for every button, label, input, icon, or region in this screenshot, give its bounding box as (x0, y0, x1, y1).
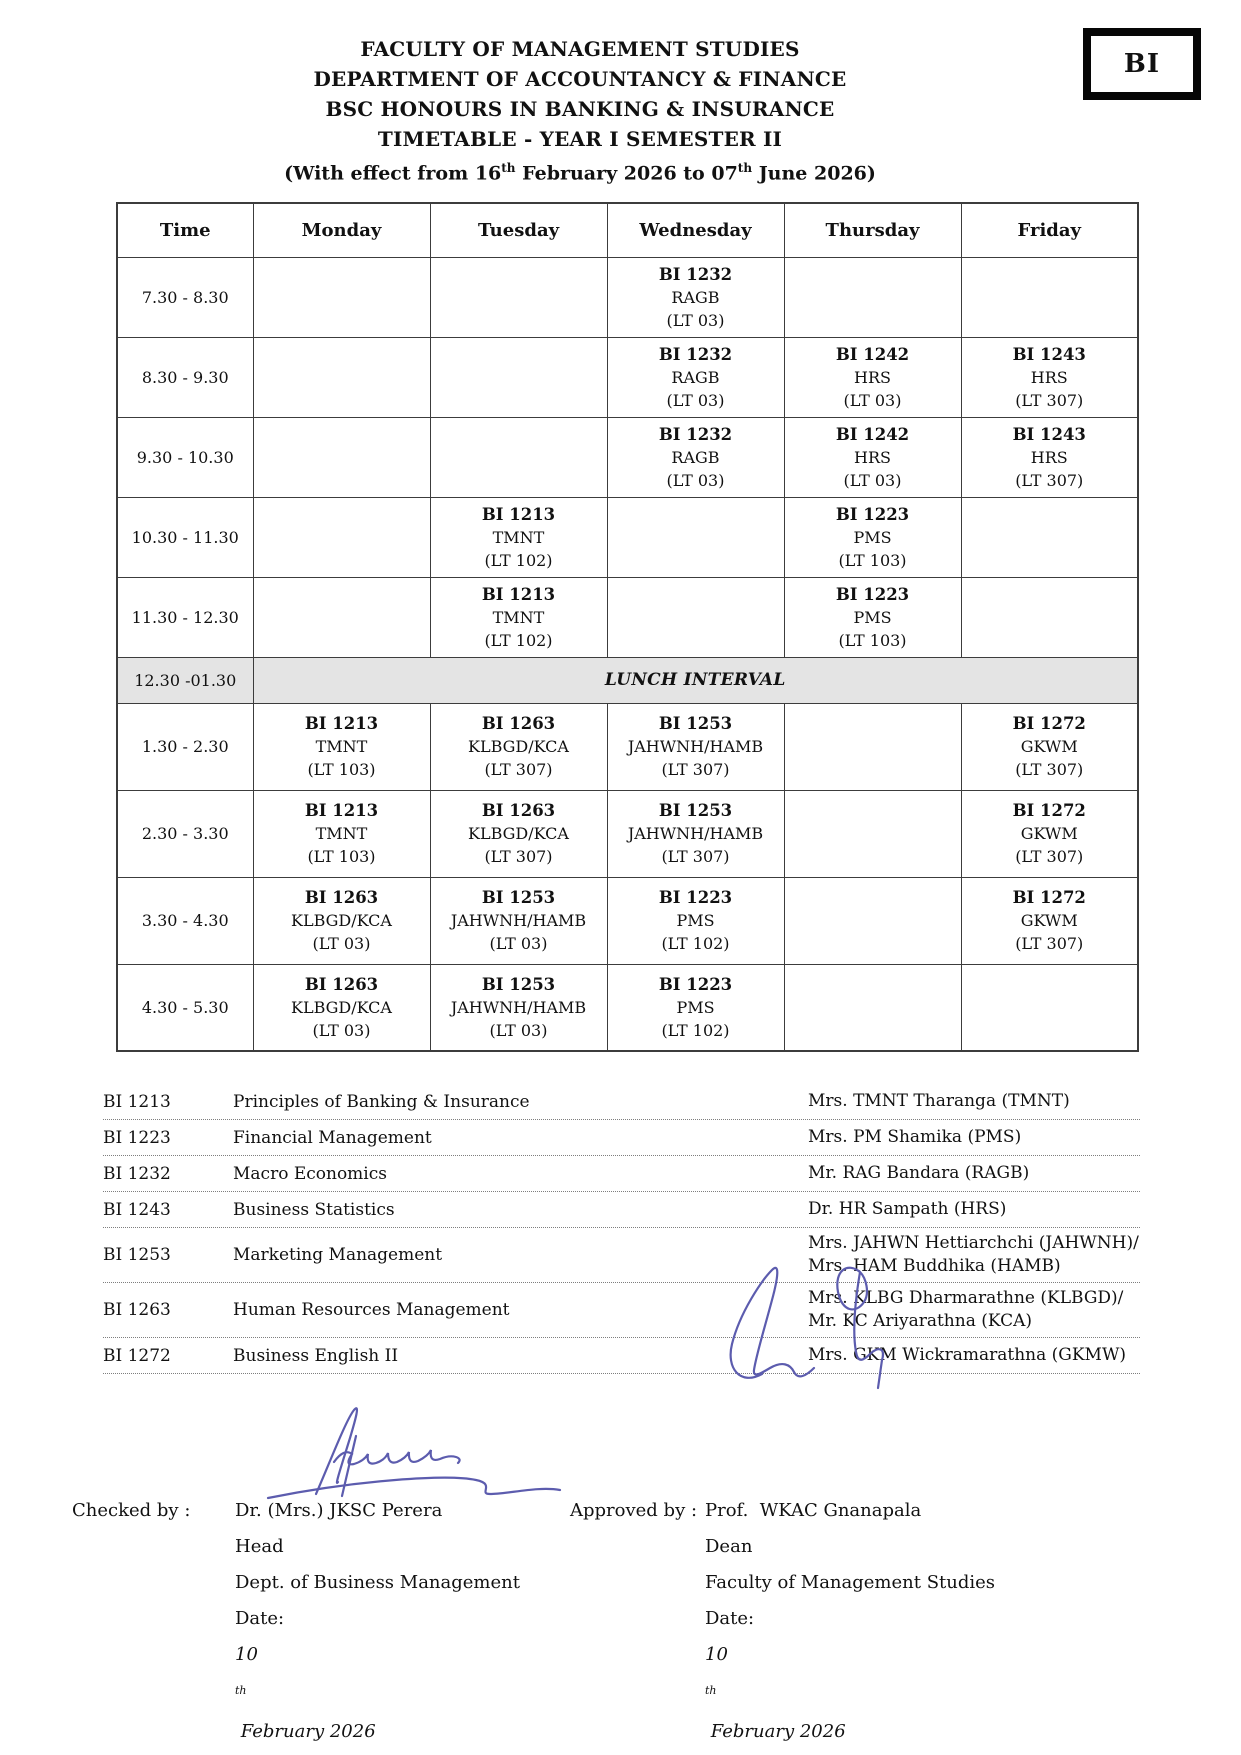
time-slot-label: 12.30 -01.30 (117, 657, 253, 703)
time-slot-label: 11.30 - 12.30 (117, 577, 253, 657)
room-label: (LT 103) (838, 550, 907, 570)
course-code: BI 1272 (1012, 888, 1086, 907)
approved-by-role: Dean (705, 1536, 753, 1557)
legend-table (103, 1084, 1140, 1374)
legend-lecturer-line: Mr. KC Ariyarathna (KCA) (808, 1311, 1033, 1331)
legend-lecturer-line: Dr. HR Sampath (HRS) (808, 1199, 1007, 1219)
course-code: BI 1253 (658, 801, 733, 820)
empty-session-cell (253, 497, 430, 577)
empty-session-cell (784, 703, 961, 790)
empty-session-cell (961, 257, 1138, 337)
lecturer-code: KLBGD/KCA (291, 997, 392, 1017)
empty-session-cell (430, 417, 607, 497)
lecturer-code: HRS (854, 367, 891, 387)
empty-session-cell (253, 577, 430, 657)
lecturer-code: GKWM (1020, 824, 1078, 843)
lecturer-code: GKWM (1020, 911, 1078, 930)
course-code: BI 1253 (481, 974, 556, 994)
course-code: BI 1243 (1012, 344, 1086, 364)
timetable-row (117, 257, 1138, 337)
lunch-interval-cell: LUNCH INTERVAL (253, 657, 1138, 703)
class-session-cell (430, 577, 607, 657)
lecturer-code: JAHWNH/HAMB (627, 824, 764, 843)
legend-lecturer-line: Mrs. HAM Buddhika (HAMB) (808, 1256, 1061, 1276)
legend-row (103, 1228, 1140, 1283)
empty-session-cell (253, 337, 430, 417)
legend-course-name: Principles of Banking & Insurance (233, 1091, 530, 1112)
empty-session-cell (430, 257, 607, 337)
timetable (116, 202, 1139, 1052)
lecturer-code: KLBGD/KCA (468, 824, 569, 843)
legend-course-code: BI 1263 (103, 1300, 171, 1320)
room-label: (LT 03) (666, 470, 725, 490)
legend-course-code: BI 1232 (103, 1163, 171, 1184)
legend-lecturer (808, 1090, 1140, 1113)
class-session-cell (253, 703, 430, 790)
room-label: (LT 307) (1015, 470, 1084, 490)
legend-lecturer-line: Mr. RAG Bandara (RAGB) (808, 1163, 1030, 1183)
legend-course-name: Marketing Management (233, 1245, 443, 1265)
course-code: BI 1232 (658, 264, 733, 284)
lecturer-code: TMNT (315, 737, 368, 756)
room-label: (LT 03) (489, 1020, 548, 1040)
timetable-row (117, 703, 1138, 790)
timetable-row (117, 790, 1138, 877)
class-session-cell (961, 790, 1138, 877)
programme-code-badge (1083, 28, 1201, 100)
approved-signature-image (710, 1256, 930, 1406)
timetable-row (117, 964, 1138, 1051)
lecturer-code: PMS (853, 607, 892, 627)
approved-by-org: Faculty of Management Studies (705, 1572, 996, 1593)
class-session-cell (607, 417, 784, 497)
lecturer-code: GKWM (1020, 737, 1078, 756)
legend-row (103, 1084, 1140, 1120)
course-code: BI 1223 (835, 504, 910, 524)
lecturer-code: RAGB (671, 447, 720, 467)
legend-course-name: Business English II (233, 1345, 399, 1366)
room-label: (LT 03) (666, 390, 725, 410)
course-code: BI 1223 (658, 974, 733, 994)
course-code: BI 1242 (835, 424, 910, 444)
course-code: BI 1213 (481, 584, 556, 604)
legend-lecturer-line: Mrs. KLBG Dharmarathne (KLBGD)/ (808, 1288, 1124, 1308)
course-code: BI 1232 (658, 344, 733, 364)
course-code: BI 1232 (658, 424, 733, 444)
class-session-cell (430, 703, 607, 790)
class-session-cell (784, 417, 961, 497)
room-label: (LT 03) (843, 470, 902, 490)
course-code: BI 1272 (1012, 714, 1086, 733)
room-label: (LT 307) (1015, 760, 1084, 779)
class-session-cell (253, 964, 430, 1051)
room-label: (LT 103) (307, 760, 376, 779)
class-session-cell (430, 497, 607, 577)
lecturer-code: PMS (676, 911, 715, 930)
class-session-cell (607, 964, 784, 1051)
class-session-cell (607, 703, 784, 790)
lecturer-code: TMNT (492, 527, 545, 547)
lecturer-code: HRS (854, 447, 891, 467)
approved-by-date: Date: 10 $^{th}$ February 2026 (705, 1608, 846, 1742)
room-label: (LT 307) (1015, 390, 1084, 410)
room-label: (LT 03) (312, 1020, 371, 1040)
room-label: (LT 102) (484, 550, 553, 570)
checked-signature-image (238, 1402, 568, 1502)
legend-row (103, 1120, 1140, 1156)
programme-code-label: BI (1123, 49, 1161, 79)
column-header-thursday: Thursday (784, 203, 961, 257)
timetable-header-row (117, 203, 1138, 257)
empty-session-cell (607, 497, 784, 577)
timetable-body (117, 257, 1138, 1051)
legend-course-code: BI 1243 (103, 1199, 171, 1220)
course-code: BI 1263 (481, 801, 556, 820)
legend-course-code: BI 1223 (103, 1127, 171, 1148)
approved-by-label: Approved by : (570, 1500, 698, 1521)
room-label: (LT 102) (484, 630, 553, 650)
course-code: BI 1223 (835, 584, 910, 604)
legend-row (103, 1156, 1140, 1192)
lecturer-code: HRS (1030, 367, 1068, 387)
empty-session-cell (784, 257, 961, 337)
timetable-row (117, 497, 1138, 577)
lecturer-code: PMS (853, 527, 892, 547)
lecturer-code: TMNT (492, 607, 545, 627)
class-session-cell (961, 703, 1138, 790)
timetable-row (117, 577, 1138, 657)
lecturer-code: RAGB (671, 287, 720, 307)
room-label: (LT 102) (661, 1020, 730, 1040)
department-title: DEPARTMENT OF ACCOUNTANCY & FINANCE (313, 67, 847, 91)
class-session-cell (784, 497, 961, 577)
approved-by-name: Prof. WKAC Gnanapala (705, 1500, 922, 1521)
legend-lecturer (808, 1198, 1140, 1221)
legend-row (103, 1283, 1140, 1338)
lecturer-code: KLBGD/KCA (291, 911, 392, 930)
lecturer-code: JAHWNH/HAMB (450, 911, 587, 930)
legend-lecturer (808, 1162, 1140, 1185)
class-session-cell (784, 577, 961, 657)
empty-session-cell (961, 964, 1138, 1051)
empty-session-cell (253, 257, 430, 337)
checked-by-date: Date: 10 $^{th}$ February 2026 (235, 1608, 376, 1742)
class-session-cell (430, 877, 607, 964)
legend-course-name: Business Statistics (233, 1199, 395, 1220)
checked-by-block (72, 1493, 520, 1750)
course-code: BI 1213 (304, 801, 379, 820)
lecturer-code: TMNT (315, 824, 368, 843)
legend-course-name: Human Resources Management (233, 1300, 510, 1320)
empty-session-cell (961, 577, 1138, 657)
class-session-cell (784, 337, 961, 417)
approved-by-block (570, 1493, 995, 1750)
legend-course-code: BI 1253 (103, 1245, 171, 1265)
legend-course-code: BI 1272 (103, 1345, 171, 1366)
class-session-cell (607, 790, 784, 877)
empty-session-cell (784, 964, 961, 1051)
class-session-cell (253, 790, 430, 877)
room-label: (LT 307) (661, 847, 730, 866)
room-label: (LT 03) (843, 390, 902, 410)
empty-session-cell (253, 417, 430, 497)
column-header-tuesday: Tuesday (430, 203, 607, 257)
legend-row (103, 1338, 1140, 1374)
course-code: BI 1242 (835, 344, 910, 364)
class-session-cell (607, 337, 784, 417)
legend-course-code: BI 1213 (103, 1091, 171, 1112)
class-session-cell (253, 877, 430, 964)
course-code: BI 1223 (658, 888, 733, 907)
column-header-wednesday: Wednesday (607, 203, 784, 257)
time-slot-label: 1.30 - 2.30 (117, 703, 253, 790)
checked-by-org: Dept. of Business Management (235, 1572, 520, 1593)
column-header-time: Time (117, 203, 253, 257)
faculty-title: FACULTY OF MANAGEMENT STUDIES (360, 37, 800, 61)
class-session-cell (961, 417, 1138, 497)
time-slot-label: 9.30 - 10.30 (117, 417, 253, 497)
time-slot-label: 7.30 - 8.30 (117, 257, 253, 337)
room-label: (LT 03) (489, 934, 548, 953)
room-label: (LT 307) (661, 760, 730, 779)
room-label: (LT 307) (1015, 934, 1084, 953)
lecturer-code: RAGB (671, 367, 720, 387)
lecturer-code: KLBGD/KCA (468, 737, 569, 756)
effective-dates-line: (With effect from 16th February 2026 to 07th June 2026) (284, 161, 876, 185)
checked-by-role: Head (235, 1536, 284, 1557)
room-label: (LT 03) (666, 310, 725, 330)
checked-by-label: Checked by : (72, 1500, 191, 1521)
time-slot-label: 4.30 - 5.30 (117, 964, 253, 1051)
lecturer-code: HRS (1030, 447, 1068, 467)
class-session-cell (961, 877, 1138, 964)
room-label: (LT 103) (838, 630, 907, 650)
course-code: BI 1263 (481, 714, 556, 733)
empty-session-cell (607, 577, 784, 657)
column-header-friday: Friday (961, 203, 1138, 257)
header-title-block (0, 34, 1160, 187)
lunch-row (117, 657, 1138, 703)
legend-course-name: Financial Management (233, 1127, 432, 1148)
room-label: (LT 102) (661, 934, 730, 953)
time-slot-label: 10.30 - 11.30 (117, 497, 253, 577)
class-session-cell (607, 877, 784, 964)
programme-title: BSC HONOURS IN BANKING & INSURANCE (325, 97, 835, 121)
course-code: BI 1263 (304, 888, 379, 907)
room-label: (LT 03) (312, 934, 371, 953)
timetable-row (117, 337, 1138, 417)
legend-lecturer-line: Mrs. TMNT Tharanga (TMNT) (808, 1091, 1070, 1111)
course-code: BI 1263 (304, 974, 379, 994)
timetable-title: TIMETABLE - YEAR I SEMESTER II (377, 127, 783, 151)
timetable-row (117, 417, 1138, 497)
column-header-monday: Monday (253, 203, 430, 257)
legend-lecturer (808, 1126, 1140, 1149)
legend-lecturer-line: Mrs. JAHWN Hettiarchchi (JAHWNH)/ (808, 1233, 1139, 1253)
course-code: BI 1253 (481, 888, 556, 907)
room-label: (LT 103) (307, 847, 376, 866)
class-session-cell (607, 257, 784, 337)
course-code: BI 1213 (304, 714, 379, 733)
room-label: (LT 307) (484, 760, 553, 779)
legend-lecturer-line: Mrs. PM Shamika (PMS) (808, 1127, 1022, 1147)
checked-by-name: Dr. (Mrs.) JKSC Perera (235, 1500, 443, 1521)
empty-session-cell (961, 497, 1138, 577)
course-code: BI 1272 (1012, 801, 1086, 820)
empty-session-cell (784, 790, 961, 877)
lecturer-code: JAHWNH/HAMB (627, 737, 764, 756)
legend-row (103, 1192, 1140, 1228)
course-code: BI 1213 (481, 504, 556, 524)
time-slot-label: 2.30 - 3.30 (117, 790, 253, 877)
class-session-cell (430, 964, 607, 1051)
time-slot-label: 8.30 - 9.30 (117, 337, 253, 417)
course-code: BI 1243 (1012, 424, 1086, 444)
legend-lecturer-line: Mrs. GKM Wickramarathna (GKMW) (808, 1345, 1127, 1365)
room-label: (LT 307) (484, 847, 553, 866)
room-label: (LT 307) (1015, 847, 1084, 866)
timetable-row (117, 877, 1138, 964)
lecturer-code: PMS (676, 997, 715, 1017)
time-slot-label: 3.30 - 4.30 (117, 877, 253, 964)
legend-course-name: Macro Economics (233, 1163, 387, 1184)
lecturer-code: JAHWNH/HAMB (450, 997, 587, 1017)
class-session-cell (961, 337, 1138, 417)
course-code: BI 1253 (658, 714, 733, 733)
empty-session-cell (430, 337, 607, 417)
class-session-cell (430, 790, 607, 877)
empty-session-cell (784, 877, 961, 964)
